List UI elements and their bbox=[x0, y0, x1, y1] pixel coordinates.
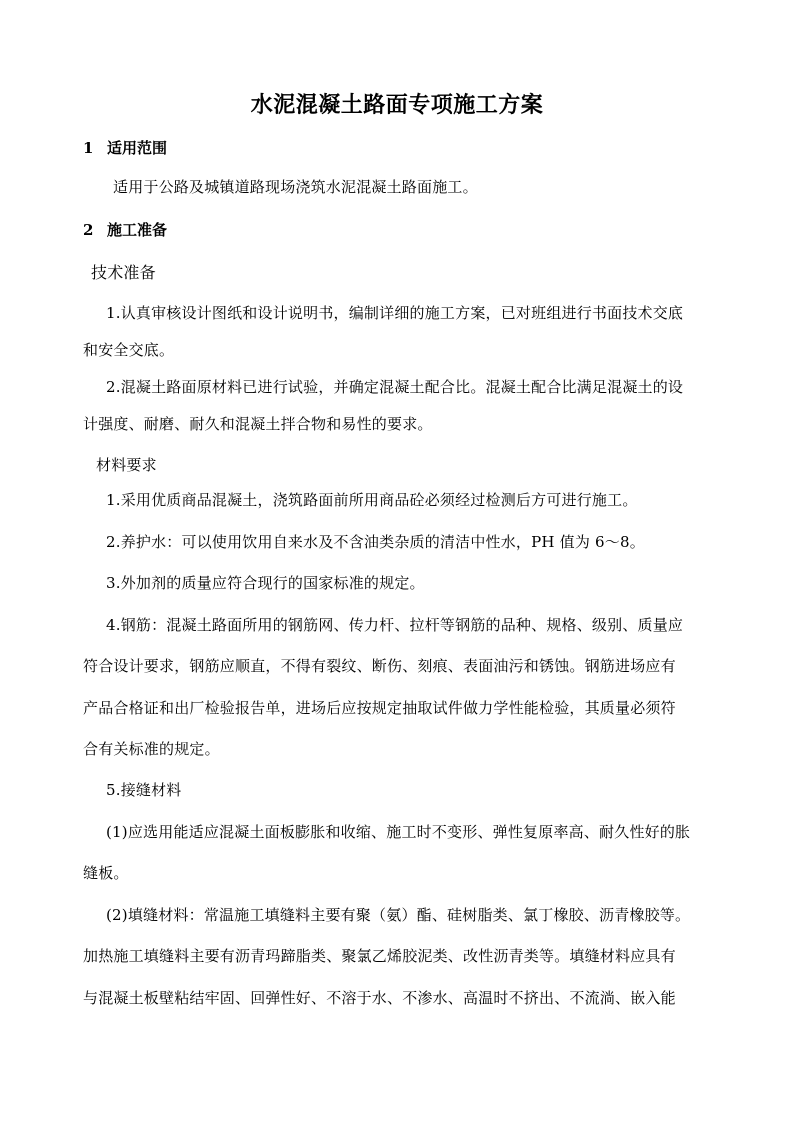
materials-item-5-1-line-1: (1)应选用能适应混凝土面板膨胀和收缩、施工时不变形、弹性复原率高、耐久性好的胀 bbox=[106, 823, 691, 841]
tech-prep-item-1-line-1: 1.认真审核设计图纸和设计说明书，编制详细的施工方案，已对班组进行书面技术交底 bbox=[106, 304, 684, 322]
materials-item-1: 1.采用优质商品混凝土，浇筑路面前所用商品砼必须经过检测后方可进行施工。 bbox=[106, 491, 638, 509]
section-1-title: 适用范围 bbox=[107, 139, 168, 157]
materials-item-5-2-line-3: 与混凝土板壁粘结牢固、回弹性好、不溶于水、不渗水、高温时不挤出、不流淌、嵌入能 bbox=[83, 989, 676, 1007]
materials-subheading: 材料要求 bbox=[96, 456, 157, 474]
tech-prep-item-1-line-2: 和安全交底。 bbox=[83, 341, 175, 359]
materials-item-3: 3.外加剂的质量应符合现行的国家标准的规定。 bbox=[106, 574, 425, 592]
materials-item-5-2-line-1: (2)填缝材料：常温施工填缝料主要有聚（氨）酯、硅树脂类、氯丁橡胶、沥青橡胶等。 bbox=[106, 906, 691, 924]
section-2-heading bbox=[83, 219, 167, 240]
materials-item-4-line-4: 合有关标准的规定。 bbox=[83, 740, 220, 758]
materials-item-4-line-3: 产品合格证和出厂检验报告单，进场后应按规定抽取试件做力学性能检验，其质量必须符 bbox=[83, 699, 676, 717]
materials-item-4-line-2: 符合设计要求，钢筋应顺直，不得有裂纹、断伤、刻痕、表面油污和锈蚀。钢筋进场应有 bbox=[83, 657, 676, 675]
tech-prep-item-2-line-1: 2.混凝土路面原材料已进行试验，并确定混凝土配合比。混凝土配合比满足混凝土的设 bbox=[106, 378, 684, 396]
section-2-number: 2 bbox=[83, 221, 94, 239]
section-1-text: 适用于公路及城镇道路现场浇筑水泥混凝土路面施工。 bbox=[113, 178, 478, 196]
materials-item-2: 2.养护水：可以使用饮用自来水及不含油类杂质的清洁中性水，PH 值为 6～8。 bbox=[106, 533, 645, 551]
tech-prep-subheading: 技术准备 bbox=[91, 263, 156, 282]
tech-prep-item-2-line-2: 计强度、耐磨、耐久和混凝土拌合物和易性的要求。 bbox=[83, 415, 433, 433]
section-2-title: 施工准备 bbox=[107, 221, 168, 239]
section-1-number: 1 bbox=[83, 139, 94, 157]
materials-item-5-2-line-2: 加热施工填缝料主要有沥青玛蹄脂类、聚氯乙烯胶泥类、改性沥青类等。填缝材料应具有 bbox=[83, 947, 676, 965]
section-1-heading bbox=[83, 137, 167, 158]
materials-item-5: 5.接缝材料 bbox=[106, 781, 182, 799]
materials-item-4-line-1: 4.钢筋：混凝土路面所用的钢筋网、传力杆、拉杆等钢筋的品种、规格、级别、质量应 bbox=[106, 616, 684, 634]
materials-item-5-1-line-2: 缝板。 bbox=[83, 864, 129, 882]
document-title: 水泥混凝土路面专项施工方案 bbox=[250, 92, 544, 118]
